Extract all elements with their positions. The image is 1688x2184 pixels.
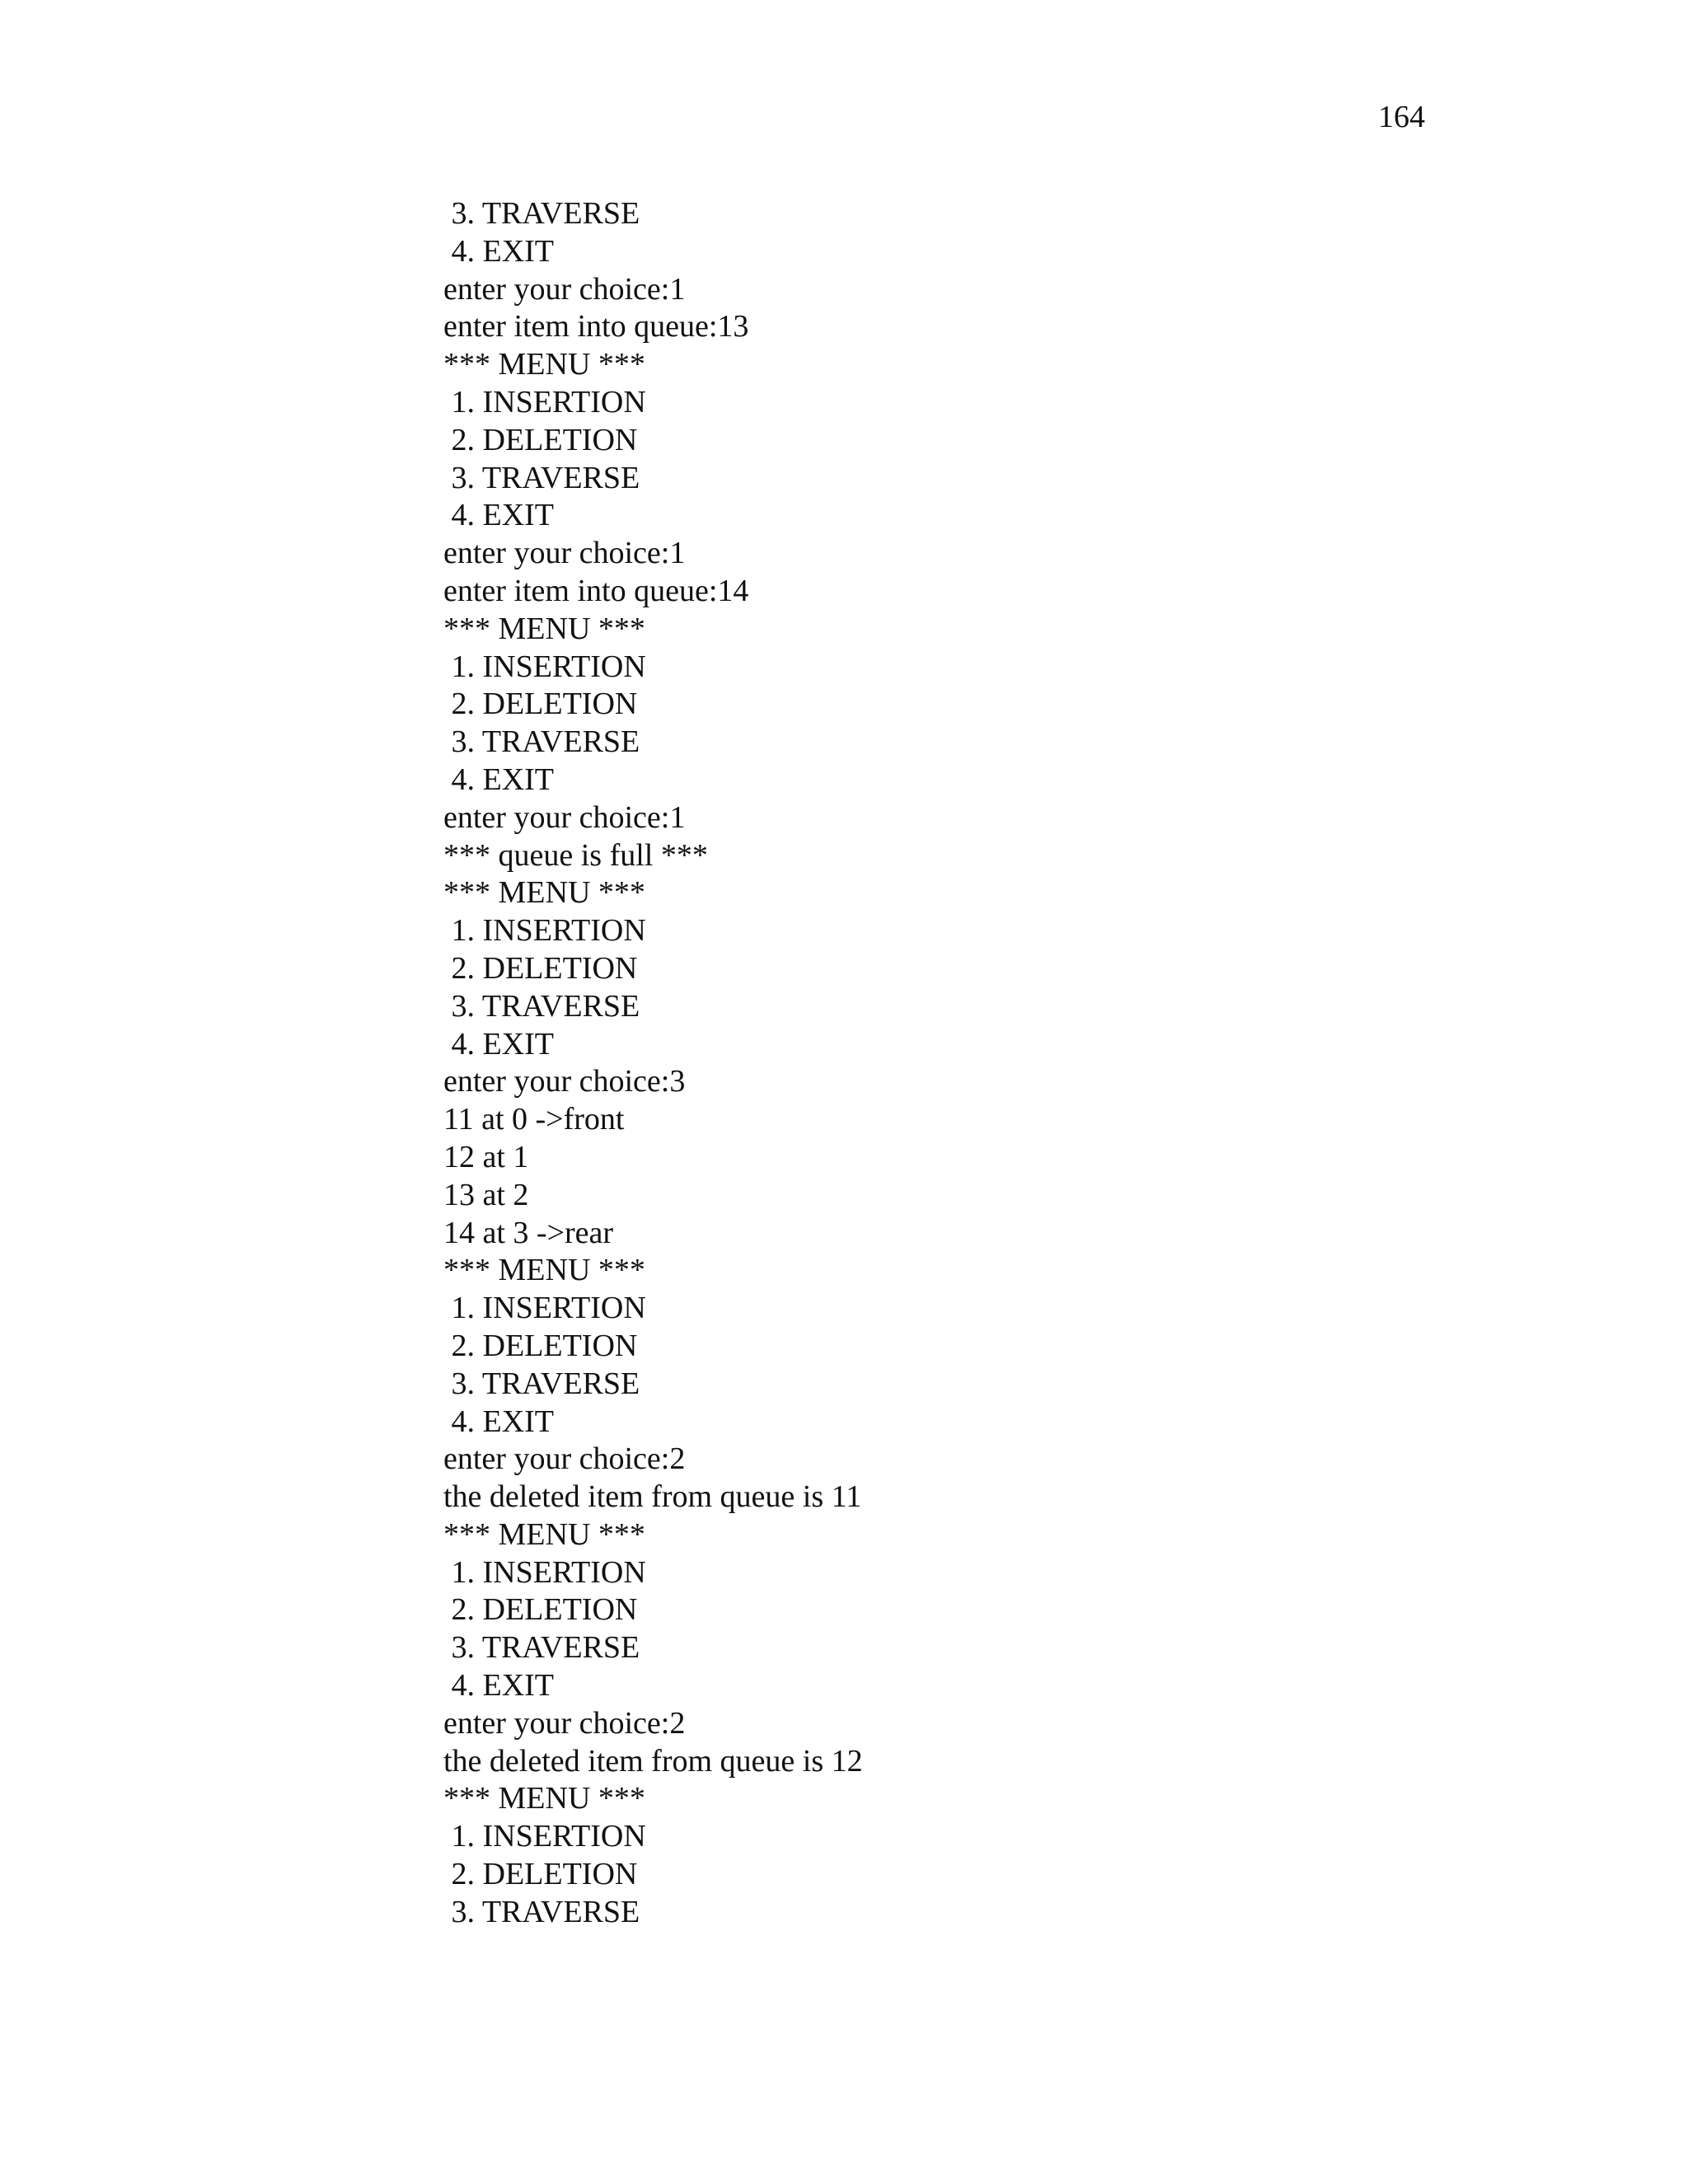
output-line: 2. DELETION bbox=[443, 1328, 638, 1363]
output-line: *** MENU *** bbox=[443, 1516, 645, 1552]
output-line: enter your choice:1 bbox=[443, 271, 686, 307]
output-line: 11 at 0 ->front bbox=[443, 1102, 625, 1137]
output-line: enter your choice:2 bbox=[443, 1705, 686, 1741]
output-line: 12 at 1 bbox=[443, 1139, 529, 1174]
page-number: 164 bbox=[1378, 100, 1425, 134]
output-line: the deleted item from queue is 11 bbox=[443, 1479, 862, 1515]
output-line: *** MENU *** bbox=[443, 611, 645, 646]
output-line: 1. INSERTION bbox=[443, 1554, 646, 1590]
output-line: 2. DELETION bbox=[443, 687, 638, 722]
output-line: 4. EXIT bbox=[443, 498, 555, 533]
output-line: 1. INSERTION bbox=[443, 1819, 646, 1854]
output-line: the deleted item from queue is 12 bbox=[443, 1743, 863, 1779]
output-line: enter item into queue:13 bbox=[443, 309, 749, 344]
output-line: 3. TRAVERSE bbox=[443, 1630, 640, 1666]
output-line: 4. EXIT bbox=[443, 1668, 555, 1704]
output-line: 3. TRAVERSE bbox=[443, 1894, 640, 1929]
output-line: enter item into queue:14 bbox=[443, 573, 749, 608]
output-line: *** MENU *** bbox=[443, 1781, 645, 1816]
output-line: 3. TRAVERSE bbox=[443, 1366, 640, 1401]
output-line: 2. DELETION bbox=[443, 1857, 638, 1892]
output-line: 4. EXIT bbox=[443, 1404, 555, 1439]
output-line: *** MENU *** bbox=[443, 1253, 645, 1288]
output-line: 2. DELETION bbox=[443, 422, 638, 457]
output-line: *** MENU *** bbox=[443, 347, 645, 382]
output-line: 2. DELETION bbox=[443, 1592, 638, 1628]
output-line: 4. EXIT bbox=[443, 233, 555, 269]
output-line: 4. EXIT bbox=[443, 762, 555, 797]
output-line: 13 at 2 bbox=[443, 1177, 529, 1212]
output-line: *** MENU *** bbox=[443, 875, 645, 911]
output-line: 1. INSERTION bbox=[443, 913, 646, 949]
output-line: enter your choice:1 bbox=[443, 536, 686, 571]
output-line: 3. TRAVERSE bbox=[443, 460, 640, 495]
output-line: 14 at 3 ->rear bbox=[443, 1215, 614, 1250]
output-line: enter your choice:2 bbox=[443, 1441, 686, 1477]
output-line: 1. INSERTION bbox=[443, 1291, 646, 1326]
output-line: *** queue is full *** bbox=[443, 837, 708, 873]
output-line: 2. DELETION bbox=[443, 950, 638, 986]
output-line: enter your choice:3 bbox=[443, 1064, 686, 1099]
output-line: 4. EXIT bbox=[443, 1026, 555, 1062]
output-line: 1. INSERTION bbox=[443, 384, 646, 419]
output-line: 1. INSERTION bbox=[443, 649, 646, 684]
output-line: 3. TRAVERSE bbox=[443, 988, 640, 1024]
output-line: 3. TRAVERSE bbox=[443, 724, 640, 760]
program-output bbox=[443, 195, 863, 1932]
output-line: 3. TRAVERSE bbox=[443, 196, 640, 231]
output-line: enter your choice:1 bbox=[443, 799, 686, 835]
